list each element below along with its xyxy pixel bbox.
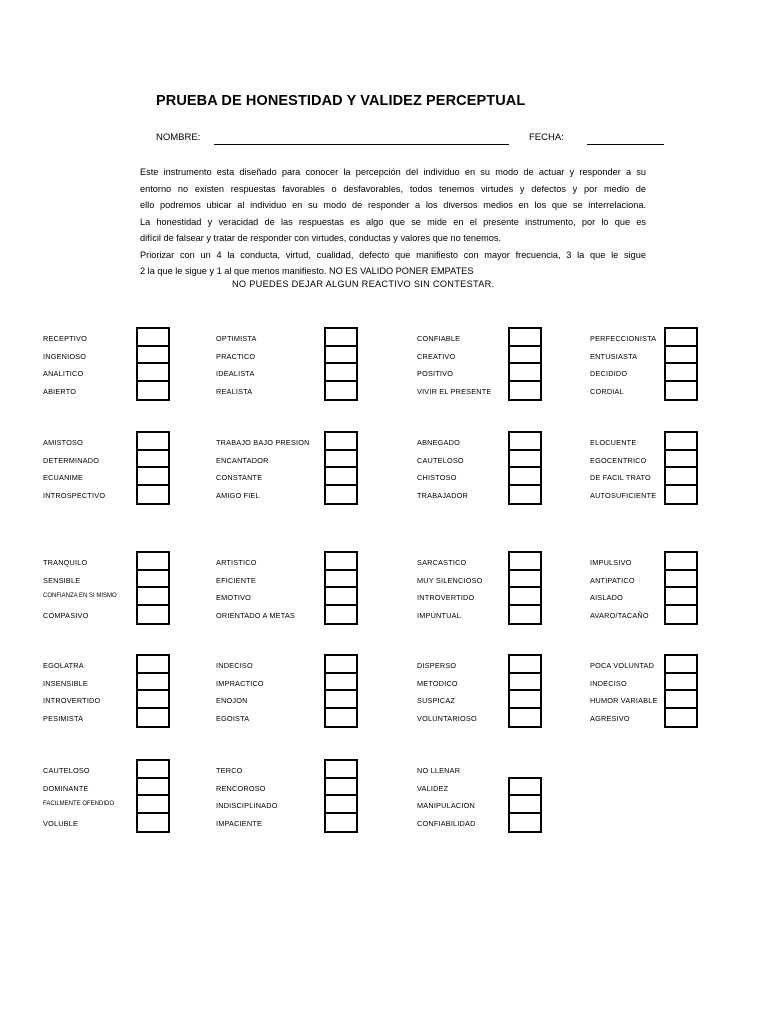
answer-box[interactable] [510,814,540,832]
answer-box[interactable] [326,433,356,451]
item-label: EGOISTA [216,713,250,723]
answer-box[interactable] [138,656,168,674]
answer-boxes [324,759,358,833]
instructions-line: Este instrumento esta diseñado para conocer la percepción del individuo en su modo de actuar y responder a su [140,167,646,177]
item-label: OPTIMISTA [216,334,257,343]
instructions-line: difícil de falsear y tratar de responder con virtudes, conductas y valores que no tenemos. [140,233,502,243]
item-label: AISLADO [590,593,624,603]
item-label: METODICO [417,678,458,688]
answer-box[interactable] [666,468,696,486]
item-label: CAUTELOSO [43,766,90,775]
answer-box[interactable] [666,451,696,469]
answer-box[interactable] [138,553,168,571]
answer-boxes [324,654,358,728]
answer-box[interactable] [326,468,356,486]
item-label: EGOCENTRICO [590,455,647,465]
item-label: CONFIABILIDAD [417,818,476,828]
answer-box[interactable] [510,468,540,486]
instructions-line: ello podremos ubicar al individuo en su modo de responder a los diversos medios en los que se interrelaciona. [140,200,646,210]
item-label: DISPERSO [417,661,457,670]
item-label: VIVIR EL PRESENTE [417,386,492,396]
item-label: INDECISO [216,661,253,670]
item-label: MUY SILENCIOSO [417,575,483,585]
answer-box[interactable] [326,814,356,832]
item-label: ECUANIME [43,473,84,483]
item-label: PERFECCIONISTA [590,334,657,343]
item-label: SUSPICAZ [417,696,456,706]
item-label: POCA VOLUNTAD [590,661,655,670]
answer-box[interactable] [510,571,540,589]
item-label: INTROVERTIDO [417,593,475,603]
answer-box[interactable] [510,674,540,692]
answer-box[interactable] [326,329,356,347]
item-label: SENSIBLE [43,575,81,585]
answer-box[interactable] [666,486,696,504]
answer-boxes [136,431,170,505]
item-label: ANALITICO [43,369,84,379]
item-label: DETERMINADO [43,455,100,465]
item-label: ENTUSIASTA [590,351,638,361]
answer-boxes [136,759,170,833]
answer-box[interactable] [666,656,696,674]
item-label: RENCOROSO [216,783,266,793]
answer-boxes [664,654,698,728]
answer-box[interactable] [666,709,696,727]
answer-box[interactable] [138,606,168,624]
item-label: AMISTOSO [43,438,83,447]
item-label: PESIMISTA [43,713,84,723]
answer-boxes [508,431,542,505]
fecha-label: FECHA: [529,132,564,143]
answer-box[interactable] [326,606,356,624]
answer-boxes [508,551,542,625]
answer-box[interactable] [510,606,540,624]
answer-box[interactable] [138,468,168,486]
item-label: IDEALISTA [216,369,255,379]
item-label: INDECISO [590,678,627,688]
answer-box[interactable] [510,451,540,469]
item-label: CORDIAL [590,386,624,396]
item-label: AGRESIVO [590,713,630,723]
fecha-field[interactable] [587,144,664,145]
instructions-line: entorno no existen respuestas favorables o desfavorables, todos tenemos virtudes y defectos y por medio de [140,183,646,194]
item-label: RECEPTIVO [43,334,87,343]
item-label: HUMOR VARIABLE [590,696,658,706]
answer-boxes [324,327,358,401]
item-label: EFICIENTE [216,575,256,585]
item-label: NO LLENAR [417,766,461,775]
item-label: VALIDEZ [417,783,449,793]
item-label: COMPASIVO [43,610,89,620]
item-label: CONFIANZA EN SI MISMO [43,593,117,600]
answer-box[interactable] [510,364,540,382]
item-label: IMPUNTUAL [417,610,461,620]
answer-box[interactable] [666,606,696,624]
answer-box[interactable] [510,691,540,709]
answer-box[interactable] [666,329,696,347]
answer-box[interactable] [666,347,696,365]
answer-box[interactable] [326,588,356,606]
item-label: FACILMENTE OFENDIDO [43,801,115,808]
item-label: INSENSIBLE [43,678,88,688]
instructions-line: 2 la que le sigue y 1 al que menos manifiesto. NO ES VALIDO PONER EMPATES [140,266,474,276]
answer-boxes [508,654,542,728]
answer-box[interactable] [138,571,168,589]
answer-box[interactable] [326,674,356,692]
item-label: CHISTOSO [417,473,457,483]
answer-box[interactable] [666,382,696,400]
answer-box[interactable] [138,761,168,779]
answer-box[interactable] [326,761,356,779]
answer-box[interactable] [326,779,356,797]
answer-box[interactable] [666,364,696,382]
item-label: DECIDIDO [590,369,628,379]
answer-box[interactable] [666,433,696,451]
item-label: INTROSPECTIVO [43,490,106,500]
item-label: TRABAJO BAJO PRESION [216,438,310,447]
notice [140,279,646,289]
answer-box[interactable] [666,691,696,709]
answer-box[interactable] [138,814,168,832]
answer-boxes [136,551,170,625]
answer-box[interactable] [510,656,540,674]
answer-boxes [324,431,358,505]
answer-boxes [664,327,698,401]
answer-box[interactable] [326,796,356,814]
item-label: PRACTICO [216,351,256,361]
answer-box[interactable] [326,656,356,674]
instructions-line: Priorizar con un 4 la conducta, virtud, cualidad, defecto que manifiesto con mayor frecuencia, 3 la que le sigue [140,249,646,260]
item-label: ABNEGADO [417,438,460,447]
answer-box[interactable] [138,329,168,347]
answer-boxes [136,327,170,401]
answer-boxes [508,327,542,401]
answer-boxes [136,654,170,728]
item-label: REALISTA [216,386,253,396]
answer-box[interactable] [666,674,696,692]
answer-box[interactable] [510,553,540,571]
answer-box[interactable] [326,571,356,589]
answer-box[interactable] [326,709,356,727]
nombre-field[interactable] [214,144,509,145]
item-label: CONSTANTE [216,473,263,483]
answer-box[interactable] [326,486,356,504]
notice-text: NO PUEDES DEJAR ALGUN REACTIVO SIN CONTESTAR. [232,279,495,289]
answer-box[interactable] [326,451,356,469]
answer-box[interactable] [326,364,356,382]
item-label: AUTOSUFICIENTE [590,490,657,500]
answer-box[interactable] [138,382,168,400]
item-label: INTROVERTIDO [43,696,101,706]
item-label: DE FACIL TRATO [590,473,651,483]
item-label: CAUTELOSO [417,455,464,465]
answer-box[interactable] [326,382,356,400]
answer-box[interactable] [510,382,540,400]
item-label: IMPACIENTE [216,818,263,828]
item-label: ABIERTO [43,386,77,396]
item-label: ENCANTADOR [216,455,269,465]
page-title: PRUEBA DE HONESTIDAD Y VALIDEZ PERCEPTUAL [156,93,526,109]
item-label: VOLUBLE [43,818,79,828]
answer-boxes [324,551,358,625]
instructions-paragraph [140,164,646,280]
item-label: IMPULSIVO [590,558,632,567]
answer-box[interactable] [138,347,168,365]
answer-box[interactable] [138,433,168,451]
item-label: SARCASTICO [417,558,467,567]
answer-box[interactable] [510,486,540,504]
item-label: INDISCIPLINADO [216,801,278,811]
item-label: CREATIVO [417,351,456,361]
answer-box[interactable] [138,796,168,814]
answer-box[interactable] [666,571,696,589]
answer-box[interactable] [138,451,168,469]
answer-box[interactable] [510,796,540,814]
item-label: ENOJON [216,696,248,706]
answer-box[interactable] [138,588,168,606]
answer-boxes [664,431,698,505]
item-label: VOLUNTARIOSO [417,713,477,723]
item-label: ARTISTICO [216,558,257,567]
instructions-line: La honestidad y veracidad de las respuestas es algo que se mide en el presente instrumento, por lo que es [140,216,646,227]
answer-box[interactable] [138,779,168,797]
item-label: DOMINANTE [43,783,89,793]
answer-box[interactable] [326,691,356,709]
item-label: TRANQUILO [43,558,88,567]
item-label: TRABAJADOR [417,490,469,500]
item-label: ANTIPATICO [590,575,635,585]
item-label: EMOTIVO [216,593,252,603]
answer-box[interactable] [510,779,540,797]
item-label: POSITIVO [417,369,454,379]
item-label: ELOCUENTE [590,438,637,447]
answer-box[interactable] [510,588,540,606]
item-label: MANIPULACION [417,801,475,811]
item-label: TERCO [216,766,243,775]
item-label: IMPRACTICO [216,678,264,688]
answer-box[interactable] [138,364,168,382]
answer-box[interactable] [666,588,696,606]
answer-box[interactable] [510,329,540,347]
item-label: EGOLATRA [43,661,84,670]
answer-box[interactable] [510,433,540,451]
answer-box[interactable] [138,691,168,709]
answer-boxes [508,777,542,834]
item-label: AMIGO FIEL [216,490,260,500]
answer-box[interactable] [138,709,168,727]
answer-box[interactable] [510,709,540,727]
answer-boxes [664,551,698,625]
answer-box[interactable] [138,674,168,692]
answer-box[interactable] [326,553,356,571]
answer-box[interactable] [510,347,540,365]
answer-box[interactable] [666,553,696,571]
answer-box[interactable] [326,347,356,365]
answer-box[interactable] [138,486,168,504]
item-label: AVARO/TACAÑO [590,610,649,620]
item-label: CONFIABLE [417,334,461,343]
item-label: ORIENTADO A METAS [216,610,295,620]
nombre-label: NOMBRE: [156,132,201,143]
item-label: INGENIOSO [43,351,87,361]
